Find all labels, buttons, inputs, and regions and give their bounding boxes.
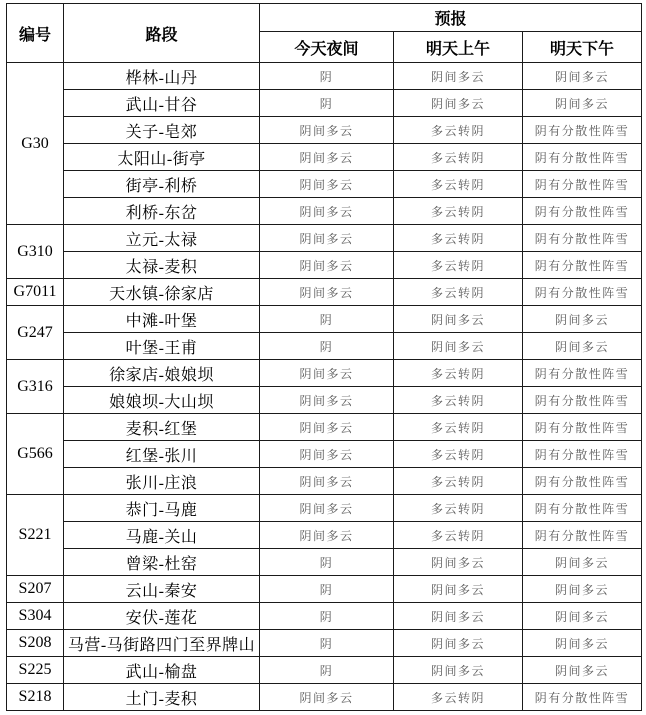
road-code: S304 xyxy=(7,603,64,630)
forecast-tonight: 阴间多云 xyxy=(260,198,394,225)
table-row xyxy=(7,495,642,522)
road-code: G566 xyxy=(7,414,64,495)
forecast-tonight: 阴 xyxy=(260,63,394,90)
table-row xyxy=(7,441,642,468)
forecast-tomorrow-am: 多云转阴 xyxy=(394,387,523,414)
forecast-tomorrow-pm: 阴间多云 xyxy=(523,657,642,684)
header-forecast: 预报 xyxy=(260,4,642,32)
road-segment: 土门-麦积 xyxy=(64,684,260,711)
table-row xyxy=(7,198,642,225)
road-code: G316 xyxy=(7,360,64,414)
header-tonight: 今天夜间 xyxy=(260,32,394,63)
forecast-tomorrow-am: 多云转阴 xyxy=(394,225,523,252)
forecast-tomorrow-pm: 阴有分散性阵雪 xyxy=(523,252,642,279)
road-code: G310 xyxy=(7,225,64,279)
table-row xyxy=(7,225,642,252)
road-segment: 立元-太禄 xyxy=(64,225,260,252)
forecast-tonight: 阴间多云 xyxy=(260,441,394,468)
road-segment: 太阳山-街亭 xyxy=(64,144,260,171)
road-forecast-table xyxy=(6,3,642,711)
road-segment: 麦积-红堡 xyxy=(64,414,260,441)
forecast-tomorrow-am: 多云转阴 xyxy=(394,441,523,468)
table-row xyxy=(7,414,642,441)
road-segment: 武山-甘谷 xyxy=(64,90,260,117)
road-segment: 曾梁-杜窑 xyxy=(64,549,260,576)
road-code: S218 xyxy=(7,684,64,711)
road-code: S208 xyxy=(7,630,64,657)
road-segment: 天水镇-徐家店 xyxy=(64,279,260,306)
table-row xyxy=(7,603,642,630)
forecast-tonight: 阴间多云 xyxy=(260,387,394,414)
forecast-tomorrow-am: 多云转阴 xyxy=(394,144,523,171)
forecast-tonight: 阴 xyxy=(260,549,394,576)
forecast-tomorrow-am: 阴间多云 xyxy=(394,630,523,657)
table-row xyxy=(7,252,642,279)
forecast-tonight: 阴间多云 xyxy=(260,279,394,306)
forecast-tomorrow-am: 阴间多云 xyxy=(394,90,523,117)
road-segment: 马鹿-关山 xyxy=(64,522,260,549)
forecast-tomorrow-am: 多云转阴 xyxy=(394,495,523,522)
forecast-tonight: 阴间多云 xyxy=(260,225,394,252)
road-segment: 娘娘坝-大山坝 xyxy=(64,387,260,414)
road-segment: 云山-秦安 xyxy=(64,576,260,603)
road-code: G30 xyxy=(7,63,64,225)
forecast-tonight: 阴间多云 xyxy=(260,144,394,171)
table-row xyxy=(7,90,642,117)
road-code: G7011 xyxy=(7,279,64,306)
forecast-tomorrow-am: 多云转阴 xyxy=(394,279,523,306)
forecast-tomorrow-am: 多云转阴 xyxy=(394,684,523,711)
forecast-tonight: 阴 xyxy=(260,657,394,684)
table-row xyxy=(7,63,642,90)
forecast-tonight: 阴 xyxy=(260,333,394,360)
table-row xyxy=(7,576,642,603)
forecast-tomorrow-am: 多云转阴 xyxy=(394,522,523,549)
header-code: 编号 xyxy=(7,4,64,63)
forecast-tonight: 阴间多云 xyxy=(260,360,394,387)
table-row xyxy=(7,630,642,657)
forecast-tomorrow-pm: 阴间多云 xyxy=(523,333,642,360)
road-segment: 恭门-马鹿 xyxy=(64,495,260,522)
table-row xyxy=(7,387,642,414)
table-row xyxy=(7,333,642,360)
forecast-tomorrow-pm: 阴有分散性阵雪 xyxy=(523,144,642,171)
forecast-tonight: 阴间多云 xyxy=(260,684,394,711)
forecast-tonight: 阴 xyxy=(260,603,394,630)
table-row xyxy=(7,171,642,198)
forecast-tomorrow-pm: 阴有分散性阵雪 xyxy=(523,468,642,495)
road-segment: 安伏-莲花 xyxy=(64,603,260,630)
forecast-tomorrow-pm: 阴间多云 xyxy=(523,549,642,576)
table-row xyxy=(7,522,642,549)
forecast-tomorrow-am: 多云转阴 xyxy=(394,252,523,279)
road-code: S207 xyxy=(7,576,64,603)
forecast-tomorrow-am: 多云转阴 xyxy=(394,171,523,198)
forecast-tomorrow-pm: 阴有分散性阵雪 xyxy=(523,387,642,414)
table-row xyxy=(7,657,642,684)
forecast-tonight: 阴 xyxy=(260,90,394,117)
road-segment: 红堡-张川 xyxy=(64,441,260,468)
forecast-tonight: 阴 xyxy=(260,576,394,603)
road-segment: 中滩-叶堡 xyxy=(64,306,260,333)
table-row xyxy=(7,144,642,171)
road-segment: 叶堡-王甫 xyxy=(64,333,260,360)
forecast-tomorrow-pm: 阴有分散性阵雪 xyxy=(523,495,642,522)
forecast-tomorrow-pm: 阴间多云 xyxy=(523,306,642,333)
road-segment: 利桥-东岔 xyxy=(64,198,260,225)
road-segment: 徐家店-娘娘坝 xyxy=(64,360,260,387)
forecast-tomorrow-pm: 阴有分散性阵雪 xyxy=(523,225,642,252)
road-code: S225 xyxy=(7,657,64,684)
forecast-tomorrow-am: 多云转阴 xyxy=(394,198,523,225)
forecast-tomorrow-pm: 阴有分散性阵雪 xyxy=(523,414,642,441)
forecast-tonight: 阴间多云 xyxy=(260,522,394,549)
road-code: S221 xyxy=(7,495,64,576)
forecast-tonight: 阴间多云 xyxy=(260,252,394,279)
forecast-tomorrow-am: 多云转阴 xyxy=(394,468,523,495)
road-segment: 太禄-麦积 xyxy=(64,252,260,279)
road-segment: 关子-皂郊 xyxy=(64,117,260,144)
table-row xyxy=(7,684,642,711)
forecast-tomorrow-am: 多云转阴 xyxy=(394,117,523,144)
forecast-tomorrow-am: 阴间多云 xyxy=(394,576,523,603)
forecast-tomorrow-pm: 阴有分散性阵雪 xyxy=(523,360,642,387)
header-row xyxy=(7,4,642,32)
forecast-tonight: 阴间多云 xyxy=(260,495,394,522)
forecast-tomorrow-pm: 阴间多云 xyxy=(523,576,642,603)
forecast-tonight: 阴间多云 xyxy=(260,117,394,144)
road-segment: 桦林-山丹 xyxy=(64,63,260,90)
table-header xyxy=(7,4,642,63)
road-segment: 马营-马街路四门至界牌山 xyxy=(64,630,260,657)
forecast-tomorrow-pm: 阴有分散性阵雪 xyxy=(523,684,642,711)
forecast-tomorrow-pm: 阴间多云 xyxy=(523,63,642,90)
forecast-tomorrow-pm: 阴间多云 xyxy=(523,630,642,657)
forecast-tonight: 阴间多云 xyxy=(260,414,394,441)
table-row xyxy=(7,549,642,576)
forecast-tonight: 阴间多云 xyxy=(260,171,394,198)
forecast-tonight: 阴 xyxy=(260,306,394,333)
forecast-tomorrow-pm: 阴间多云 xyxy=(523,90,642,117)
forecast-tomorrow-pm: 阴有分散性阵雪 xyxy=(523,441,642,468)
table-row xyxy=(7,468,642,495)
table-row xyxy=(7,306,642,333)
forecast-tomorrow-pm: 阴有分散性阵雪 xyxy=(523,198,642,225)
header-tomorrow-pm: 明天下午 xyxy=(523,32,642,63)
table-body xyxy=(7,63,642,711)
table-row xyxy=(7,360,642,387)
header-tomorrow-am: 明天上午 xyxy=(394,32,523,63)
forecast-tomorrow-pm: 阴有分散性阵雪 xyxy=(523,171,642,198)
forecast-tonight: 阴 xyxy=(260,630,394,657)
forecast-tomorrow-am: 多云转阴 xyxy=(394,360,523,387)
forecast-tomorrow-am: 阴间多云 xyxy=(394,333,523,360)
forecast-tomorrow-am: 多云转阴 xyxy=(394,414,523,441)
road-code: G247 xyxy=(7,306,64,360)
forecast-tomorrow-am: 阴间多云 xyxy=(394,603,523,630)
forecast-tomorrow-am: 阴间多云 xyxy=(394,306,523,333)
forecast-tonight: 阴间多云 xyxy=(260,468,394,495)
table-row xyxy=(7,117,642,144)
forecast-tomorrow-pm: 阴有分散性阵雪 xyxy=(523,522,642,549)
table-row xyxy=(7,279,642,306)
road-segment: 张川-庄浪 xyxy=(64,468,260,495)
forecast-tomorrow-am: 阴间多云 xyxy=(394,549,523,576)
road-segment: 武山-榆盘 xyxy=(64,657,260,684)
forecast-tomorrow-am: 阴间多云 xyxy=(394,657,523,684)
header-segment: 路段 xyxy=(64,4,260,63)
road-segment: 街亭-利桥 xyxy=(64,171,260,198)
forecast-tomorrow-pm: 阴有分散性阵雪 xyxy=(523,279,642,306)
forecast-tomorrow-am: 阴间多云 xyxy=(394,63,523,90)
forecast-tomorrow-pm: 阴间多云 xyxy=(523,603,642,630)
forecast-tomorrow-pm: 阴有分散性阵雪 xyxy=(523,117,642,144)
